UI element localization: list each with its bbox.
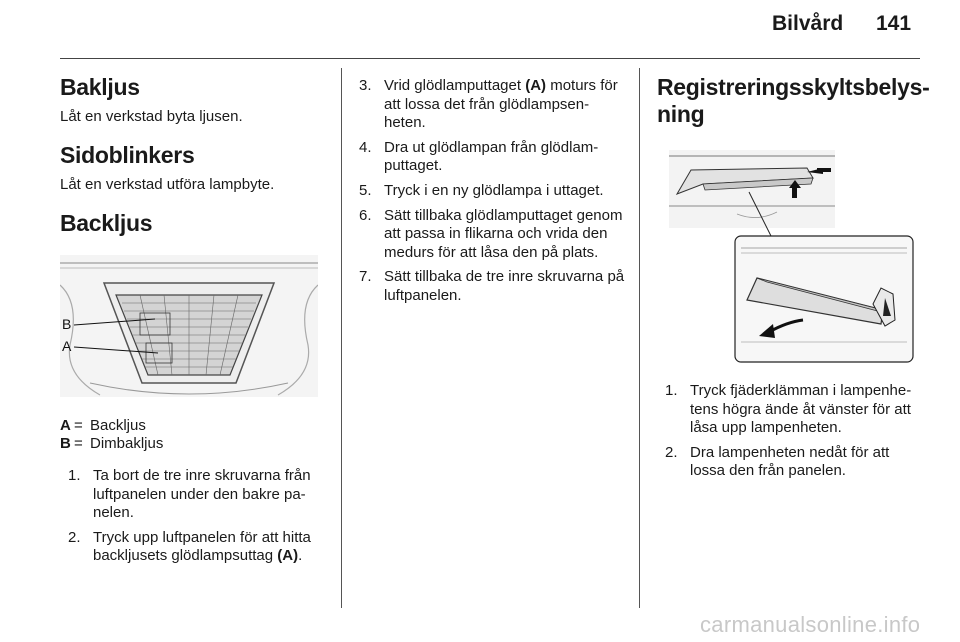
legend-row (60, 435, 330, 453)
backljus-figure (60, 255, 318, 397)
step-item (68, 529, 330, 566)
step-text: Tryck i en ny glödlampa i uttaget. (384, 181, 604, 199)
step-item (665, 444, 922, 481)
column-3 (657, 66, 930, 487)
legend-text: Backljus (90, 417, 146, 434)
column-divider-2 (639, 68, 640, 608)
step-item (359, 268, 625, 305)
steps-list-2 (359, 77, 625, 306)
step-number: 3. (359, 77, 372, 94)
step-text-end: moturs för att lossa det från glödlampsen-heten. (384, 77, 618, 132)
heading-registreringsskylt: Registreringsskyltsbelys-ning (657, 74, 930, 127)
heading-backljus: Backljus (60, 210, 153, 236)
step-number: 6. (359, 206, 372, 224)
section-title: Bilvård (772, 12, 844, 35)
step-number: 4. (359, 138, 372, 156)
step-item (359, 77, 625, 133)
step-text: Sätt tillbaka glödlamputtaget genom att passa in flikarna och vrida den medurs för att låsa den på plats. (384, 206, 623, 261)
watermark: carmanualsonline.info (700, 612, 921, 637)
legend-text: Dimbakljus (90, 435, 164, 452)
license-lamp-figure (657, 150, 917, 364)
step-bold-ref: (A) (277, 547, 299, 565)
page-number: 141 (876, 12, 912, 35)
step-text: Dra ut glödlampan från glödlam-puttaget. (384, 138, 599, 175)
step-text: Ta bort de tre inre skruvarna från luftpanelen under den bakre pa-nelen. (93, 467, 311, 522)
step-number: 2. (665, 443, 678, 461)
step-number: 5. (359, 181, 372, 199)
step-item (665, 382, 922, 438)
step-number: 1. (68, 467, 81, 484)
step-item (359, 139, 625, 176)
paragraph-sidoblinkers: Låt en verkstad utföra lampbyte. (60, 176, 275, 193)
step-text: Sätt tillbaka de tre inre skruvarna på luftpanelen. (384, 268, 625, 304)
step-number: 7. (359, 268, 372, 286)
heading-sidoblinkers: Sidoblinkers (60, 142, 195, 168)
step-number: 1. (665, 382, 678, 399)
paragraph-bakljus: Låt en verkstad byta ljusen. (60, 108, 243, 125)
column-1 (60, 66, 330, 572)
steps-list-1 (68, 467, 330, 566)
step-text-end: . (298, 547, 303, 565)
legend-row (60, 417, 330, 435)
legend-eq: = (74, 417, 83, 434)
figure-label-a: A (62, 338, 72, 354)
heading-bakljus: Bakljus (60, 74, 140, 100)
step-text: Dra lampenheten nedåt för att lossa den från panelen. (690, 443, 890, 480)
steps-list-3 (665, 382, 922, 481)
legend-key: A (60, 417, 71, 434)
step-bold-ref: (A) (525, 77, 547, 94)
column-divider-1 (341, 68, 342, 608)
step-number: 2. (68, 528, 81, 546)
step-item (68, 467, 330, 523)
step-text: Tryck fjäderklämman i lampenhe-tens högra ände åt vänster för att låsa upp lampenheten. (690, 382, 912, 437)
step-item (359, 182, 625, 201)
legend-key: B (60, 435, 71, 452)
figure-label-b: B (62, 316, 72, 332)
legend-eq: = (74, 435, 83, 452)
step-text: Vrid glödlamputtaget (384, 77, 526, 94)
page-header (0, 0, 960, 62)
step-item (359, 207, 625, 263)
figure-legend (60, 417, 330, 453)
header-rule (60, 58, 920, 59)
step-text: Tryck upp luftpanelen för att hitta backljusets glödlampsuttag (93, 528, 311, 565)
column-2 (359, 77, 625, 312)
